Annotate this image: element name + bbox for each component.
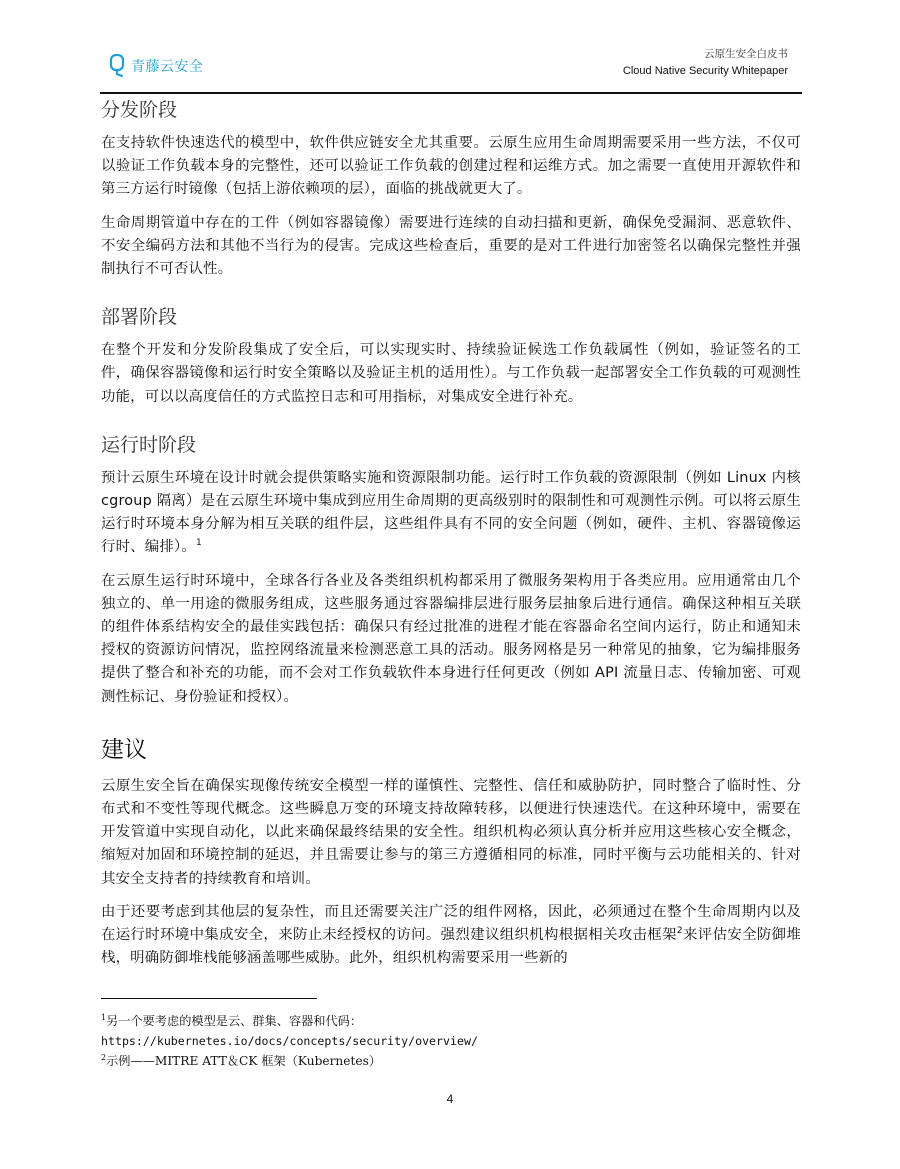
footnote-ref-1[interactable]: 1 — [195, 538, 202, 549]
footnote-text: 示例——MITRE ATT＆CK 框架（Kubernetes） — [106, 1054, 382, 1068]
footnote-1-link[interactable]: https://kubernetes.io/docs/concepts/security/overview/ — [101, 1034, 478, 1048]
footnote-ref-2[interactable]: 2 — [676, 926, 683, 937]
paragraph-text: 由于还要考虑到其他层的复杂性，而且还需要关注广泛的组件网格，因此，必须通过在整个生命周期内以及在运行时环境中集成安全，来防止未经授权的访问。强烈建议组织机构根据相关攻击框架 — [101, 903, 801, 944]
company-logo — [109, 54, 204, 78]
paragraph-text: 来评估安全防御堆栈，明确防御堆栈能够涵盖哪些威胁。此外，组织机构需要采用一些新的 — [101, 927, 801, 967]
qingteng-logo-icon — [109, 54, 125, 78]
section-heading-distribution: 分发阶段 — [101, 99, 178, 121]
section-heading-runtime: 运行时阶段 — [101, 433, 197, 456]
section-heading-deployment: 部署阶段 — [101, 306, 178, 329]
page-number: 4 — [446, 1092, 454, 1106]
header-title-cn: 云原生安全白皮书 — [704, 48, 788, 60]
footnote-text: 另一个要考虑的模型是云、群集、容器和代码： — [106, 1014, 363, 1028]
logo-text: 青藤云安全 — [131, 59, 204, 75]
main-content — [101, 96, 801, 980]
footnote-1 — [101, 1011, 801, 1031]
header-divider — [100, 92, 802, 94]
paragraph: 在整个开发和分发阶段集成了安全后，可以实现实时、持续验证候选工作负载属性（例如，验证签名的工件，确保容器镜像和运行时安全策略以及验证主机的适用性）。与工作负载一起部署安全工作负载的可观测性功能，可以以高度信任的方式监控日志和可用指标，对集成安全进行补充。 — [101, 342, 801, 405]
paragraph: 在云原生运行时环境中，全球各行各业及各类组织机构都采用了微服务架构用于各类应用。应用通常由几个独立的、单一用途的微服务组成，这些服务通过容器编排层进行服务层抽象后进行通信。确保这种相互关联的组件体系结构安全的最佳实践包括：确保只有经过批准的进程才能在容器命名空间内运行，防止和通知未授权的资源访问情况，监控网络流量来检测恶意工具的活动。服务网格是另一种常见的抽象，它为编排服务提供了整合和补充的功能，而不会对工作负载软件本身进行任何更改（例如 API 流量日志、传输加密、可观测性标记、身份验证和授权）。 — [101, 572, 801, 705]
paragraph-with-footnote — [101, 901, 801, 971]
footnote-divider — [101, 998, 317, 999]
footnote-number: 1 — [101, 1012, 107, 1022]
footnotes — [101, 998, 801, 1071]
header-title-block — [623, 46, 788, 80]
footnote-2 — [101, 1051, 801, 1071]
paragraph: 生命周期管道中存在的工件（例如容器镜像）需要进行连续的自动扫描和更新，确保免受漏洞、恶意软件、不安全编码方法和其他不当行为的侵害。完成这些检查后，重要的是对工件进行加密签名以确保完整性并强制执行不可否认性。 — [101, 214, 801, 278]
footnote-number: 2 — [101, 1052, 107, 1062]
page-header — [100, 44, 802, 94]
section-heading-recommendation: 建议 — [101, 736, 147, 763]
paragraph-text: 预计云原生环境在设计时就会提供策略实施和资源限制功能。运行时工作负载的资源限制（例如 Linux 内核 cgroup 隔离）是在云原生环境中集成到应用生命周期的更高级别时的限制性和可观测性示例。可以将云原生运行时环境本身分解为相互关联的组件层，这些组件具有不同的安全问题（例如，硬件、主机、容器镜像运行时、编排）。 — [101, 469, 801, 556]
paragraph: 云原生安全旨在确保实现像传统安全模型一样的谨慎性、完整性、信任和威胁防护，同时整合了临时性、分布式和不变性等现代概念。这些瞬息万变的环境支持故障转移，以便进行快速迭代。在这种环境中，需要在开发管道中实现自动化，以此来确保最终结果的安全性。组织机构必须认真分析并应用这些核心安全概念，缩短对加固和环境控制的延迟，并且需要让参与的第三方遵循相同的标准，同时平衡与云功能相关的、针对其安全支持者的持续教育和培训。 — [101, 777, 801, 887]
header-title-en: Cloud Native Security Whitepaper — [622, 65, 788, 77]
paragraph-with-footnote — [101, 467, 801, 560]
paragraph: 在支持软件快速迭代的模型中，软件供应链安全尤其重要。云原生应用生命周期需要采用一些方法，不仅可以验证工作负载本身的完整性，还可以验证工作负载的创建过程和运维方式。加之需要一直使用开源软件和第三方运行时镜像（包括上游依赖项的层），面临的挑战就更大了。 — [101, 135, 801, 198]
